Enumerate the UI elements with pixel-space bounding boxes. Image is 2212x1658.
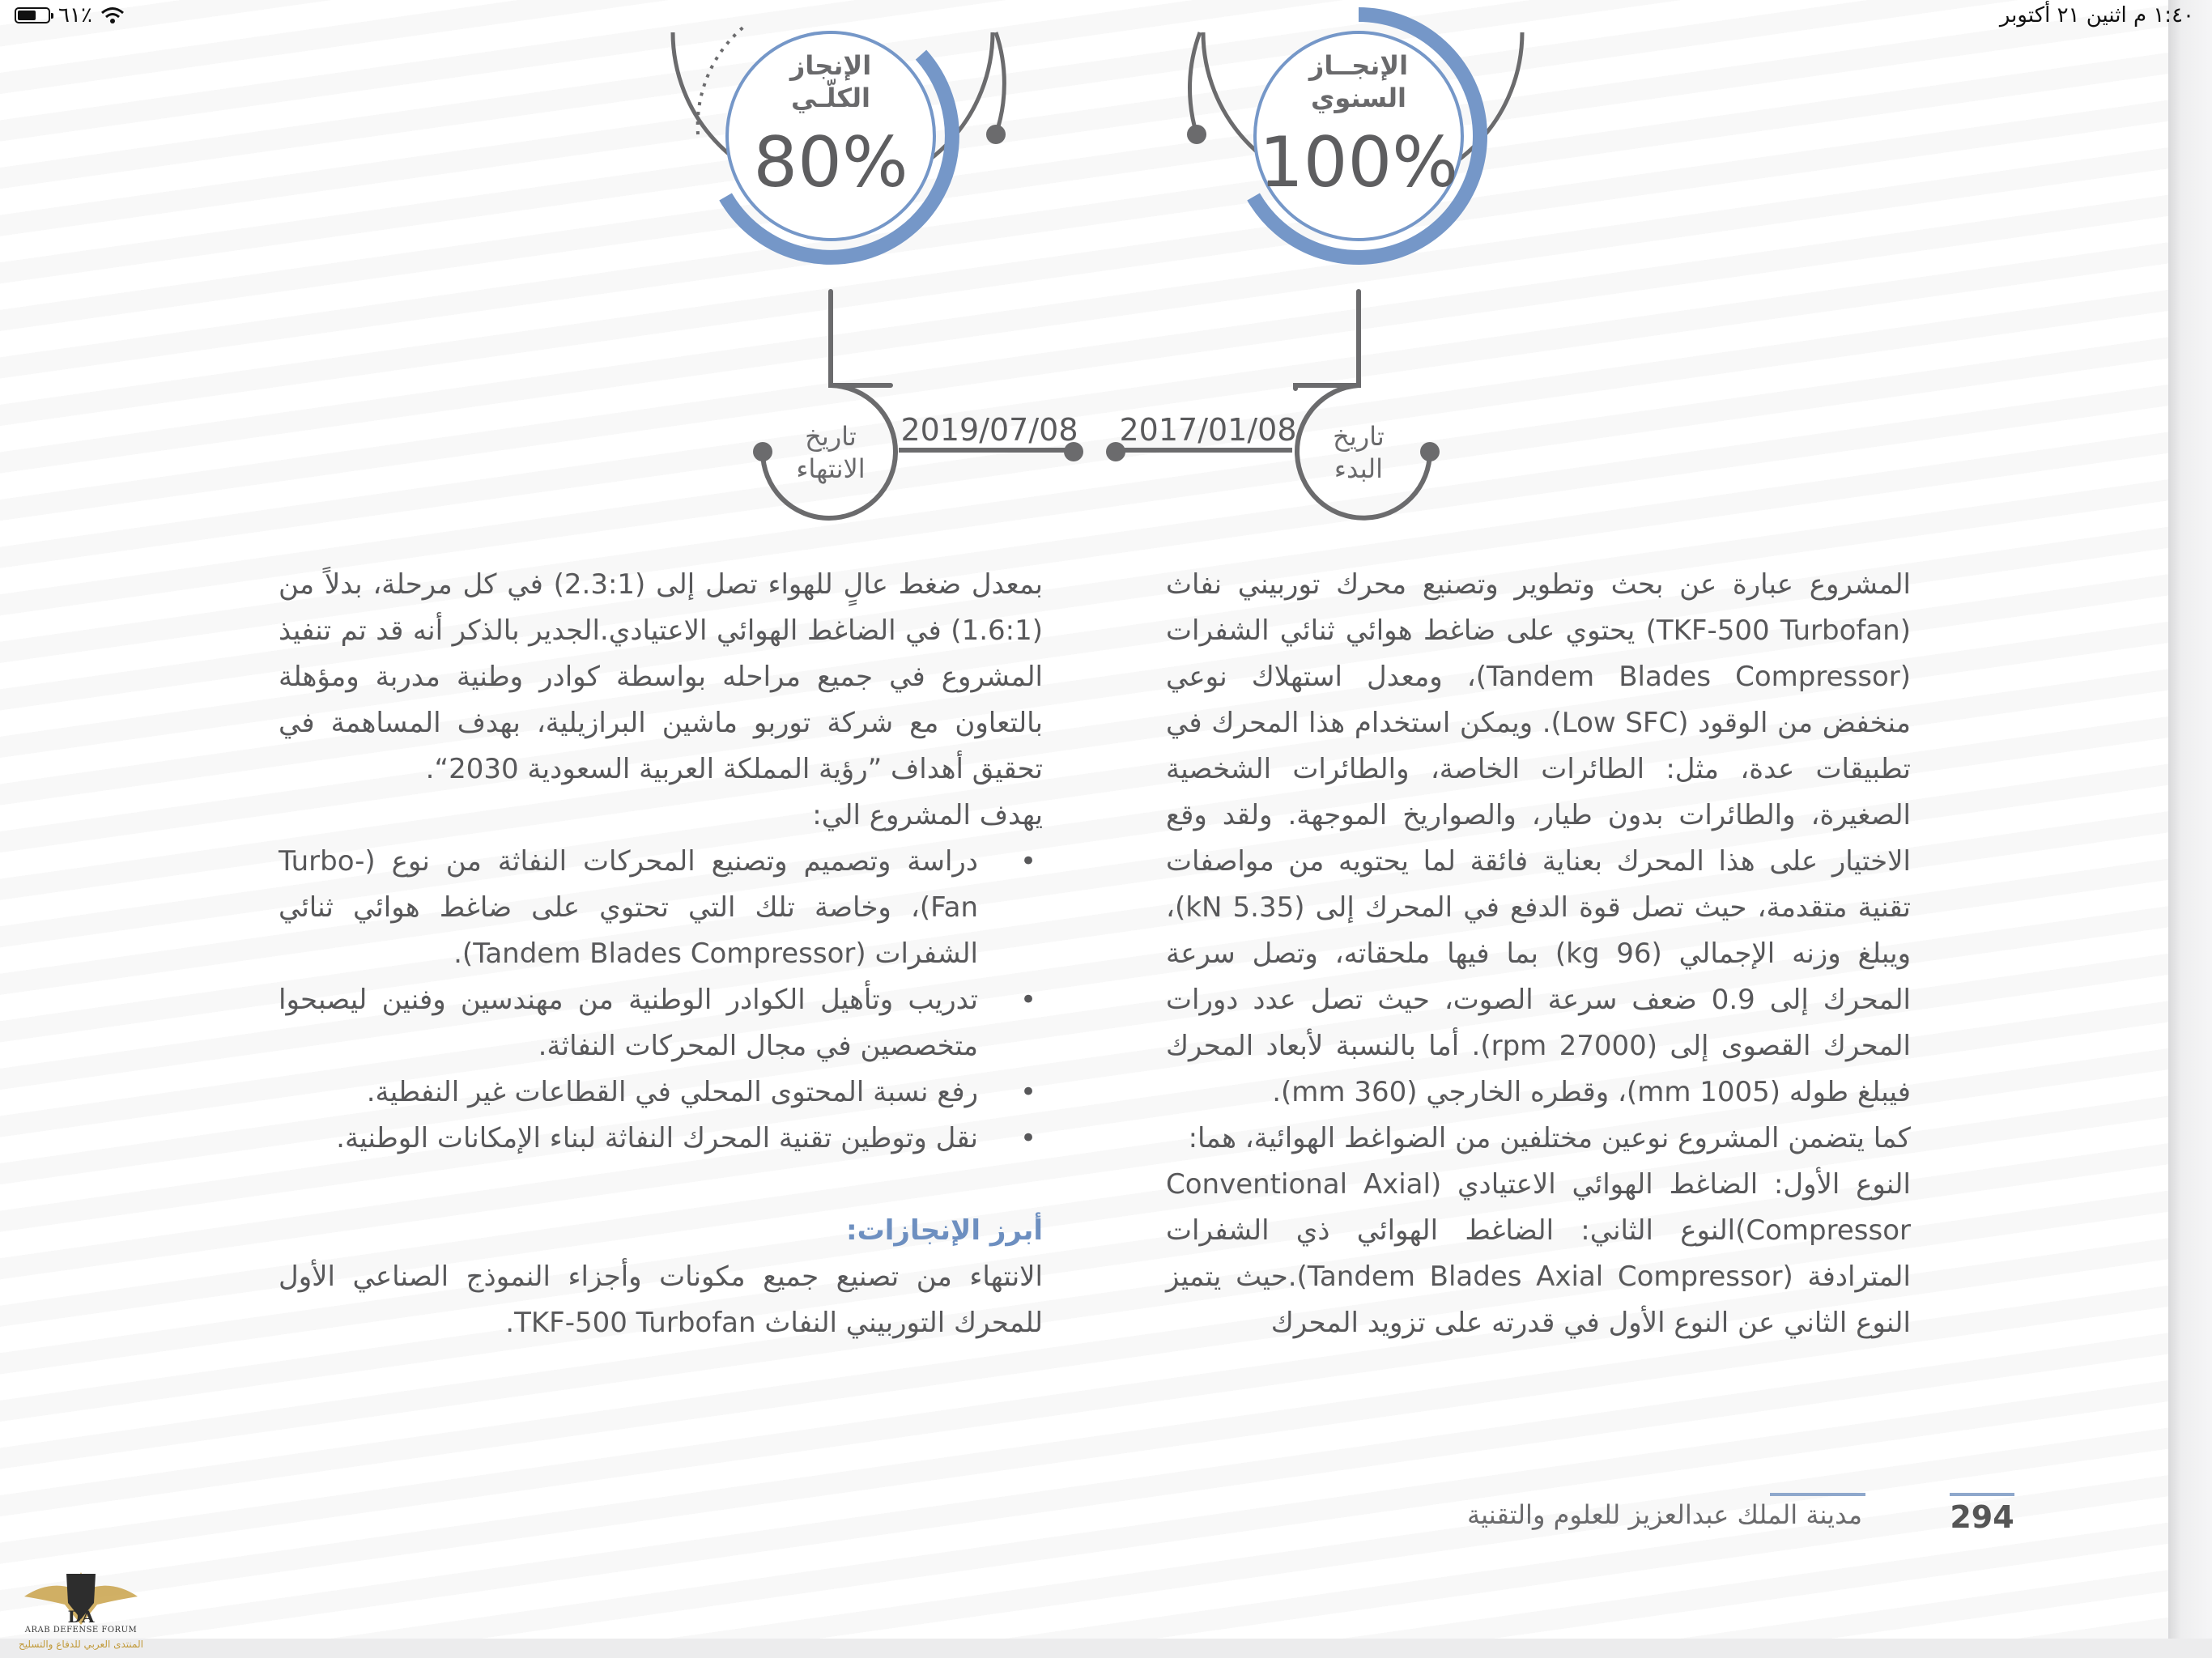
text-column-right	[1166, 562, 1911, 1346]
footer-organization: مدينة الملك عبدالعزيز للعلوم والتقنية	[1466, 1499, 1862, 1530]
bullet-icon: •	[1019, 984, 1036, 1016]
bullet-icon: •	[1019, 845, 1036, 878]
paragraph: المشروع عبارة عن بحث وتطوير وتصنيع محرك توربيني نفاث (TKF-500 Turbofan) يحتوي على ضاغط هوائي ثنائي الشفرات (Tandem Blades Compressor)، ومعدل استهلاك نوعي منخفض من الوقود (Low SFC). ويمكن استخدام هذا المحرك في تطبيقات عدة، مثل: الطائرات الخاصة، والطائرات الشخصية الصغيرة، والطائرات بدون طيار، والصواريخ الموجهة. ولقد وقع الاختيار على هذا المحرك بعناية فائقة لما يحتويه من مواصفات تقنية متقدمة، حيث تصل قوة الدفع في المحرك إلى (kN 5.35)، ويبلغ وزنه الإجمالي (kg 96) بما فيها ملحقاته، وتصل سرعة المحرك إلى 0.9 ضعف سرعة الصوت، حيث تصل عدد دورات المحرك القصوى إلى (rpm 27000). أما بالنسبة لأبعاد المحرك فيبلغ طوله (mm 1005)، وقطره الخارجي (mm 360).	[1166, 568, 1912, 1108]
end-label-line2: الانتهاء	[796, 453, 866, 484]
progress-infographic	[0, 0, 2168, 551]
start-date-marker	[1106, 385, 1440, 518]
list-item: • رفع نسبة المحتوى المحلي في القطاعات غير النفطية.	[279, 1069, 978, 1116]
overall-label-line1: الإنجاز	[789, 50, 872, 81]
achievements-heading: أبرز الإنجازات:	[846, 1214, 1043, 1247]
page-number: 294	[1950, 1499, 2014, 1535]
logo-letters: DA	[67, 1607, 95, 1626]
bottom-strip	[0, 1639, 2212, 1658]
start-label-line2: البدء	[1334, 453, 1384, 484]
start-date: 2017/01/08	[1119, 412, 1297, 448]
page-edge-shadow	[2168, 0, 2212, 1658]
paragraph: بمعدل ضغط عالٍ للهواء تصل إلى (2.3:1) في كل مرحلة، بدلاً من (1.6:1) في الضاغط الهوائي الاعتيادي.الجدير بالذكر أنه قد تم تنفيذ المشروع في جميع مراحله بواسطة كوادر وطنية مدربة ومؤهلة بالتعاون مع شركة توربو ماشين البرازيلية، بهدف المساهمة في تحقيق أهداف ”رؤية المملكة العربية السعودية 2030“.	[279, 568, 1044, 785]
status-time-date: ١:٤٠ م اثنين ٢١ أكتوبر	[1999, 3, 2194, 28]
list-item: • نقل وتوطين تقنية المحرك النفاثة لبناء الإمكانات الوطنية.	[279, 1116, 978, 1162]
text-column-left	[279, 562, 1043, 1346]
overall-label-line2: الكلّـي	[791, 83, 870, 113]
bullet-icon: •	[1019, 1076, 1036, 1108]
battery-percent: ٦١٪	[58, 3, 92, 28]
watermark-subtitle: المنتدى العربي للدفاع والتسليح	[19, 1639, 143, 1650]
overall-connector	[831, 291, 891, 385]
achievements-text: الانتهاء من تصنيع جميع مكونات وأجزاء النموذج الصناعي الأول للمحرك التوربيني النفاث TKF-500 Turbofan.	[279, 1261, 1043, 1339]
overall-progress	[673, 26, 1006, 257]
start-label-line1: تاريخ	[1333, 421, 1385, 452]
bullet-icon: •	[1019, 1122, 1036, 1154]
goals-list	[279, 839, 1043, 1162]
overall-percent: 80%	[753, 122, 908, 203]
annual-connector	[1295, 291, 1359, 389]
overall-arc-end-dot	[986, 125, 1006, 144]
annual-label-line1: الإنجــاز	[1308, 50, 1409, 81]
end-label-line1: تاريخ	[805, 421, 857, 452]
paragraph: النوع الأول: الضاغط الهوائي الاعتيادي (Conventional Axial Compressor)النوع الثاني: الضاغط الهوائي ذي الشفرات المترادفة (Tandem Blades Axial Compressor).حيث يتميز النوع الثاني عن النوع الأول في قدرته على تزويد المحرك	[1166, 1168, 1911, 1339]
watermark-title: ARAB DEFENSE FORUM	[24, 1626, 138, 1635]
page-number-rule	[1950, 1493, 2014, 1496]
footer-rule	[1770, 1493, 1865, 1496]
end-date-marker	[753, 385, 1083, 518]
goals-heading: يهدف المشروع الي:	[812, 799, 1043, 831]
paragraph: كما يتضمن المشروع نوعين مختلفين من الضواغط الهوائية، هما:	[1188, 1122, 1911, 1154]
annual-progress	[1187, 15, 1522, 257]
annual-arc-end-dot	[1187, 125, 1206, 144]
end-date: 2019/07/08	[900, 412, 1078, 448]
annual-label-line2: السنوي	[1311, 83, 1406, 113]
list-item: • تدريب وتأهيل الكوادر الوطنية من مهندسين وفنين ليصبحوا متخصصين في مجال المحركات النفاثة.	[279, 977, 978, 1069]
list-item: • دراسة وتصميم وتصنيع المحركات النفاثة من نوع (Turbo-Fan)، وخاصة تلك التي تحتوي على ضاغط هوائي ثنائي الشفرات (Tandem Blades Compressor).	[279, 839, 978, 977]
annual-percent: 100%	[1259, 122, 1458, 203]
